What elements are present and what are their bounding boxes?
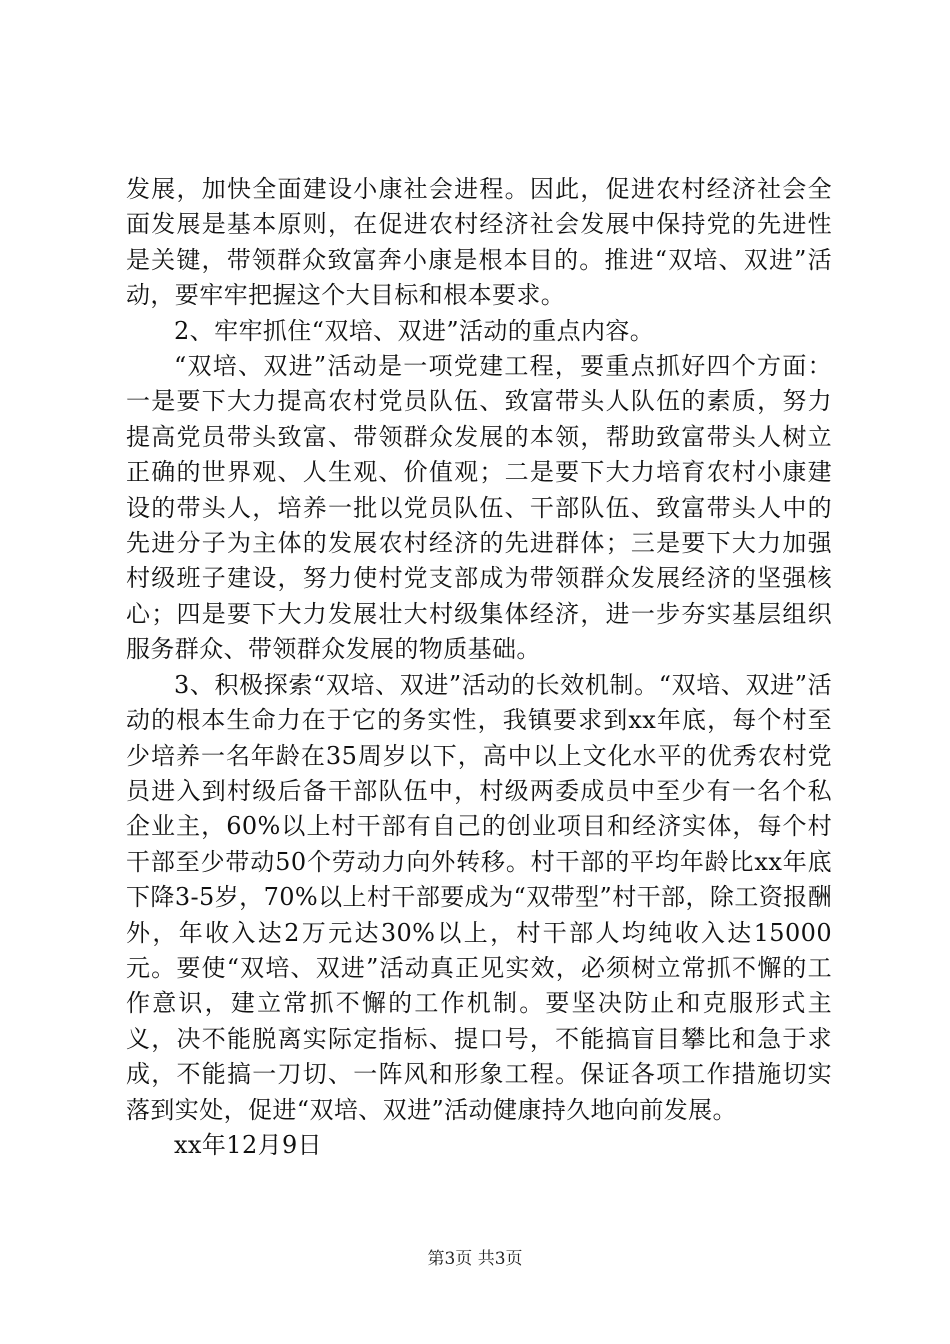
paragraph-section-2-heading: 2、牢牢抓住“双培、双进”活动的重点内容。 bbox=[174, 316, 655, 345]
paragraph-section-3-mechanism: 3、积极探索“双培、双进”活动的长效机制。“双培、双进”活动的根本生命力在于它的务实性，我镇要求到xx年底，每个村至少培养一名年龄在35周岁以下，高中以上文化水平的优秀农村党员进入到村级后备干部队伍中，村级两委成员中至少有一名个私企业主，60%以上村干部有自己的创业项目和经济实体，每个村干部至少带动50个劳动力向外转移。村干部的平均年龄比xx年底下降3-5岁，70%以上村干部要成为“双带型”村干部，除工资报酬外，年收入达2万元达30%以上，村干部人均纯收入达15000元。要使“双培、双进”活动真正见实效，必须树立常抓不懈的工作意识，建立常抓不懈的工作机制。要坚决防止和克服形式主义，决不能脱离实际定指标、提口号，不能搞盲目攀比和急于求成，不能搞一刀切、一阵风和形象工程。保证各项工作措施切实落到实处，促进“双培、双进”活动健康持久地向前发展。 bbox=[126, 670, 832, 1124]
document-date: xx年12月9日 bbox=[174, 1130, 323, 1159]
document-body bbox=[126, 172, 832, 1163]
paragraph-continuation: 发展，加快全面建设小康社会进程。因此，促进农村经济社会全面发展是基本原则，在促进农村经济社会发展中保持党的先进性是关键，带领群众致富奔小康是根本目的。推进“双培、双进”活动，要牢牢把握这个大目标和根本要求。 bbox=[126, 175, 832, 310]
paragraph-four-aspects: “双培、双进”活动是一项党建工程，要重点抓好四个方面：一是要下大力提高农村党员队伍、致富带头人队伍的素质，努力提高党员带头致富、带领群众发展的本领，帮助致富带头人树立正确的世界观、人生观、价值观；二是要下大力培育农村小康建设的带头人，培养一批以党员队伍、干部队伍、致富带头人中的先进分子为主体的发展农村经济的先进群体；三是要下大力加强村级班子建设，努力使村党支部成为带领群众发展经济的坚强核心；四是要下大力发展壮大村级集体经济，进一步夯实基层组织服务群众、带领群众发展的物质基础。 bbox=[126, 352, 832, 664]
page-number-footer: 第3页 共3页 bbox=[427, 1249, 523, 1269]
